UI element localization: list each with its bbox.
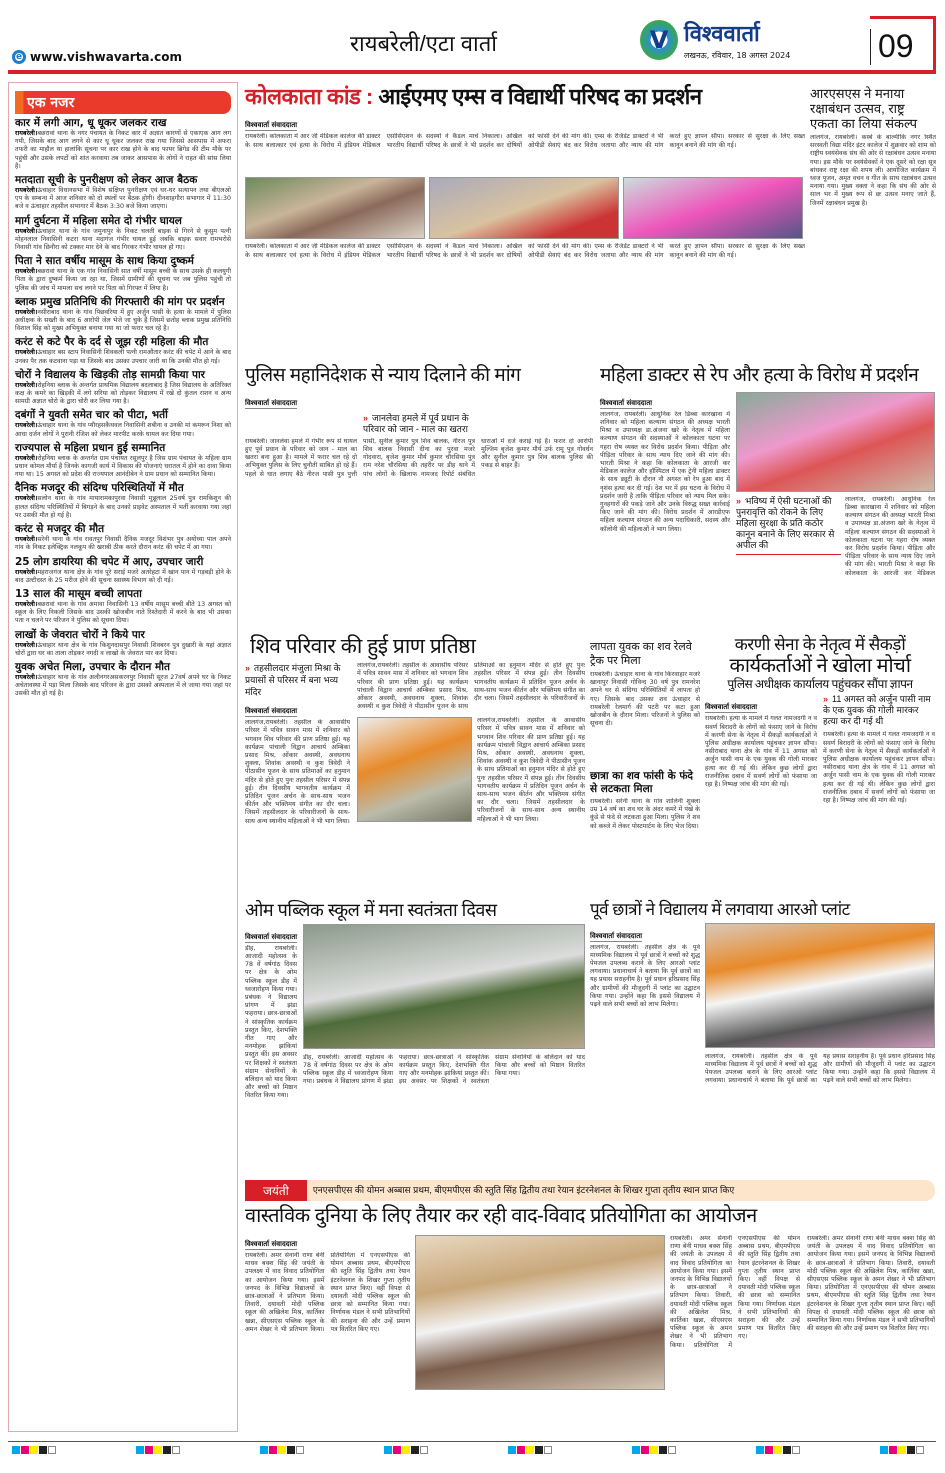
brief-headline: लाखों के जेवरात चोरों ने किये पार	[15, 628, 145, 641]
jayanti-banner	[245, 1180, 935, 1201]
brief-place: रायबरेली।	[15, 349, 38, 357]
karni-story	[705, 635, 935, 865]
brief-place: रायबरेली।	[15, 600, 38, 608]
color-swatch	[889, 1446, 897, 1454]
color-swatch	[39, 1446, 47, 1454]
debate-headline: वास्तविक दुनिया के लिए तैयार कर रही वाद-विवाद प्रतियोगिता का आयोजन	[245, 1205, 757, 1227]
header-rule	[8, 70, 936, 74]
byline: विश्ववार्ता संवाददाता	[600, 398, 653, 407]
website-url: www.vishwavarta.com	[30, 50, 182, 64]
jayanti-label: जयंती	[245, 1180, 307, 1201]
color-swatch	[774, 1446, 782, 1454]
ro-plant-headline: पूर्व छात्रों ने विद्यालय में लगवाया आरओ प्लांट	[590, 900, 850, 919]
lapta-body: रायबरेली। ऊंचाहार थाना के गांव किरवाहार मजरे खानापुर निवासी गोविन्द 30 वर्ष पुत्र रामनरेश अपने घर से संदिग्ध परिस्थितियों में लापता हो गए। जिसके बाद उसका शव ऊंचाहार से रायबरेली रेलमार्ग की पटरी पर कटा हुआ खोजबीन के दौरान मिला। परिजनों ने पुलिस को सूचना दी।	[590, 671, 700, 728]
rss-story	[810, 86, 936, 354]
om-school-photo	[303, 924, 585, 1049]
color-swatch	[21, 1446, 29, 1454]
byline: विश्ववार्ता संवाददाता	[245, 1240, 298, 1248]
chhatra-body: रायबरेली। सरेनी थाना के गांव शालिनी शुक्ला उम्र 14 वर्ष का शव घर के अंदर कमरे में पंखे के कुंडे से फंदे से लटकता हुआ मिला। पुलिस ने शव को कब्जे में लेकर पोस्टमार्टम के लिए भेज दिया।	[590, 798, 700, 830]
dateline: लखनऊ, रविवार, 18 अगस्त 2024	[684, 51, 791, 60]
brief-text: नसीराबाद थाना के गांव पिछवरिया में हुए अर्जुन पासी के हत्या के मामले में पुलिस अधीक्षक के सख्ती के बाद 6 आरोपी जेल भेजे जा चुके हैं जिसमें छतोह ब्लाक प्रमुख प्रतिनिधि विशाल सिंह को मुख्य अभियुक्त बनाया गया था जो फरार चल रहे है।	[15, 308, 231, 333]
registration-mark	[260, 1446, 304, 1454]
police-story	[245, 365, 593, 588]
color-swatch	[136, 1446, 144, 1454]
lead-photo-march	[623, 177, 803, 239]
doctor-headline: महिला डाक्टर से रेप और हत्या के विरोध में प्रदर्शन	[600, 365, 919, 386]
karni-headline-1: करणी सेना के नेतृत्व में सैकड़ों	[734, 635, 906, 654]
byline: विश्ववार्ता संवाददाता	[590, 931, 643, 940]
brief-text: ऊंचाहार थाना के गांव अलीनगरअसकरनपुर निवासी सूरज 27वर्ष अपने घर के निकट अचेतावस्था में पड़ा मिला जिसके बाद परिजन के द्वारा उसको अस्पताल में ले जाया गया जहां पर उसकी मौत हो गई है।	[15, 673, 231, 698]
color-swatch	[154, 1446, 162, 1454]
lead-headline-red: कोलकाता कांड :	[245, 84, 373, 109]
color-swatch	[145, 1446, 153, 1454]
quote-mark-icon: »	[823, 694, 829, 705]
brief-place: रायबरेली।	[15, 673, 38, 681]
brief-place: रायबरेली।	[15, 308, 38, 316]
ro-plant-story	[590, 900, 935, 1163]
color-swatch	[898, 1446, 906, 1454]
registration-mark	[756, 1446, 800, 1454]
karni-body: रायबरेली। हत्या के मामले में गलत नामजदगी न व सवर्ण बिरादरी के लोगों को फंसाए जाने के विरोध में करणी सेना के नेतृत्व में सैकड़ों कार्यकर्ताओं ने पुलिस अधीक्षक कार्यालय पहुंचकर ज्ञापन सौंपा। नसीराबाद थाना क्षेत्र के गांव में 11 अगस्त को अर्जुन पासी नाम के एक युवक की गोली मारकर हत्या कर दी गई थी। लेकिन कुछ लोगों द्वारा राजनीतिक दबाव में सवर्ण लोगों को फंसाया जा रहा है। निष्पक्ष जांच की मांग की गई।	[705, 715, 817, 788]
color-swatch	[278, 1446, 286, 1454]
jayanti-subheadline: एनएसपीएस की योमन अब्बास प्रथम, बीएमपीएस की स्तुति सिंह द्वितीय तथा रेयान इंटरनेशनल के शिखर गुप्ता तृतीय स्थान प्राप्त किए	[312, 1185, 735, 1195]
debate-body: रायबरेली। अमर सेनानी राणा बेनी माधव बक्श सिंह की जयंती के उपलक्ष्य में वाद विवाद प्रतियोगिता का आयोजन किया गया। इसमें जनपद के विभिन्न विद्यालयों के छात्र-छात्राओं ने प्रतिभाग किया। तिवारी, दयावती मोदी पब्लिक स्कूल की अखिलेश मिश्र, कार्तिका खन्ना, सीएसएस पब्लिक स्कूल के अमन शेखर ने भी प्रतिभाग किया। प्रतियोगिता में एनएसपीएस की योमन अब्बास प्रथम, बीएमपीएस की स्तुति सिंह द्वितीय तथा रेयान इंटरनेशनल के शिखर गुप्ता तृतीय स्थान प्राप्त किए। वहीं विपक्ष से दयावती मोदी पब्लिक स्कूल की छात्रा को सम्मानित किया गया। निर्णायक मंडल ने सभी प्रतिभागियों की सराहना की और उन्हें प्रमाण पत्र वितरित किए गए।	[245, 1252, 410, 1333]
om-body-continued: डीह, रायबरेली। आजादी महोत्सव के 78 वें वर्षगांठ दिवस पर क्षेत्र के ओम पब्लिक स्कूल डीह में ध्वजारोहण किया गया। प्रबंधक ने विद्यालय प्रांगण में झंडा फहराया। छात्र-छात्राओं ने सांस्कृतिक कार्यक्रम प्रस्तुत किए, देशभक्ति गीत गाए और मनमोहक झांकियां प्रस्तुत कीं। इस अवसर पर शिक्षकों ने स्वतंत्रता संग्राम सेनानियों के बलिदान को याद किया और बच्चों को मिष्ठान वितरित किया गया।	[303, 1053, 585, 1086]
police-body: रायबरेली। जानलेवा हमले में गंभीर रूप से घायल हुए पूर्व प्रधान के परिवार को जान - माल का खतरा बना हुआ है। मामले में फरार चल रहे दो अभियुक्त पुलिस के लिए चुनौती साबित हो रहे हैं। पहले से घात लगाए बैठे नीरज पासी पुत्र पुत्ती पासी, सुनील कुमार पुत्र शिव बालक, नीरज पुत्र शिव बालक निवासी दीना का पुरवा मजरे गोदवारा, बृजेश कुमार मौर्य कुमार चौरसिया पुत्र राम नरेश चौरसिया की तहरीर पर डीह थाने में पांच लोगों के खिलाफ नामजद रिपोर्ट संबंधित धाराओं में दर्ज कराई गई है। फरार दो आरोपी मुल्जिम बृजेश कुमार मौर्य उर्फ रामू पुत्र गोवर्धन और सुनील कुमार पुत्र शिव बालक पुलिस की पकड़ से बाहर हैं।	[245, 437, 593, 478]
byline: विश्ववार्ता संवाददाता	[245, 707, 298, 716]
brief-headline: ब्लाक प्रमुख प्रतिनिधि की गिरफ्तारी की मांग पर प्रदर्शन	[15, 295, 225, 308]
doctor-protest-photo	[736, 392, 935, 492]
brief-body	[15, 382, 231, 407]
color-swatch	[411, 1446, 419, 1454]
debate-story	[245, 1231, 935, 1406]
color-swatch	[526, 1446, 534, 1454]
brief-text: बछरावां थाना के एक गांव निवासिनी सात वर्षी मासूम बच्ची के साथ उसके ही कलयुगी पिता के द्वारा दुष्कर्म किया जा रहा था, जिसमें ग्रामीणों की सूचना पर जब पुलिस पहुंची तो पुलिस की जांच में मामला सच लगने पर पिता को गिरफ्त में लिया है।	[15, 268, 231, 292]
shiv-body-more: लालगंज,रायबरेली। तहसील के आवासीय परिसर में पवित्र सावन मास में शनिवार को भगवान शिव परिवार की प्राण प्रतिष्ठा हुई। यह कार्यक्रम पांचाली विद्वान आचार्य अम्बिका प्रसाद मिश्र, ओंकार अवस्थी, अवधनाथ शुक्ला, शिवांक अवस्थी व कुश त्रिवेदी ने पीठासीन पूजन के साथ प्रतिमाओं का हनुमान मंदिर से होते हुए पुनः तहसील परिसर में संपन्न हुई। तीन दिवसीय भागवतीय कार्यक्रम में प्रतिदिन पूजन अर्चन के साथ-साथ भजन कीर्तन और भक्तिमय संगीत का दौर चला। जिसमें तहसीलदार के परिवारीजनों के साथ-साथ अन्य स्थानीय महिलाओं ने भी भाग लिया।	[477, 717, 585, 823]
brief-text: बछरावां थाना के नगर पंचायत के निकट कार में अज्ञात कारणों से एकाएक आग लग गयी, जिसके बाद आग लगने से कार धू धूकर जलकर राख गया जिससे आसपास में अफरा तफरी का माहौल था हालांकि सूचना पर कार राख होने के बाद फायर ब्रिगेड की टीम मौके पर पहुंची और उसके लपटों को शांत करवाया तब जाकर आसपास के लोगों ने राहत की सांस लिया है।	[15, 130, 231, 170]
brief-body	[15, 536, 231, 552]
lead-body: रायबरेली। कोलकाता में आर जी मेडिकल कालेज की डाक्टर के साथ बलात्कार एवं हत्या के विरोध में इंडियन मेडिकल एसोसिएशन के सदस्यों ने कैंडल मार्च निकाला। अखिल भारतीय विद्यार्थी परिषद के छात्रों ने भी प्रदर्शन कर दोषियों को फांसी देने की मांग की। एम्स के रेजिडेंट डाक्टरों ने भी ओपीडी सेवाएं बंद कर विरोध जताया और न्याय की मांग करते हुए ज्ञापन सौंपा। सरकार से सुरक्षा के लिए सख्त कानून बनाने की मांग की गई।	[245, 133, 805, 149]
shiv-story	[245, 635, 585, 877]
brief-text: बछरावां थाना के गांव अमावा निवासिनी 13 वर्षीय मासूम बच्ची बीते 13 अगस्त को स्कूल के लिए निकली जिसके बाद उसकी खोजबीन नाते रिश्तेदारी में करने के बाद भी उसका पता न चलने पर परिजन ने पुलिस को सूचना दिया।	[15, 600, 231, 625]
rss-headline: आरएसएस ने मनाया रक्षाबंधन उत्सव, राष्ट्र एकता का लिया संकल्प	[810, 86, 917, 131]
lead-story	[245, 84, 805, 325]
lead-photo-students	[429, 177, 619, 239]
brief-text: ऊंचाहार थाना के गांव प्यौरहसकैथवल निवासिनी शबीना व उनकी मां कमरून निशा को आधा दर्जन लोगों ने पुरानी रंजिश को लेकर मारपीट करके घायल कर दिया गया।	[15, 422, 231, 438]
color-swatch	[517, 1446, 525, 1454]
brief-text: ऊंचाहार थाना क्षेत्र के गांव किशुनदासपुर निवासी शिवबरन पुत्र दुखारी के यहां अज्ञात चोरों द्वारा घर का ताला तोड़कर नगदी व लाखो के जेवरात पार कर दिया।	[15, 641, 231, 657]
brief-headline: मार्ग दुर्घटना में महिला समेत दो गंभीर घायल	[15, 214, 182, 227]
color-swatch	[535, 1446, 543, 1454]
color-swatch	[659, 1446, 667, 1454]
brief-body	[15, 187, 231, 212]
color-swatch	[163, 1446, 171, 1454]
brief-place: रायबरेली।	[15, 268, 38, 276]
brief-place: रायबरेली।	[15, 422, 38, 430]
doctor-story	[600, 365, 935, 580]
lead-headline-black: आईएमए एम्स व विद्यार्थी परिषद का प्रदर्शन	[378, 84, 702, 109]
color-swatch	[508, 1446, 516, 1454]
om-school-story	[245, 900, 585, 1164]
brief-place: रायबरेली।	[15, 568, 38, 576]
brief-text: महराजगंज थाना क्षेत्र के गांव पूरे सराई मजरे अतरेहटा में खान पान में गड़बड़ी होने के बाद उल्टीदस्त के 25 मरीज होने की सूचना स्वास्थ्य विभाग को दी गई।	[15, 568, 231, 584]
website-link[interactable]	[12, 50, 182, 64]
color-swatch	[632, 1446, 640, 1454]
brief-place: रायबरेली।	[15, 227, 38, 235]
brief-text: ऊंचाहार थाना के गांव जमुनापुर के निकट चलती बाइक से गिरने से कुसुम पत्नी मोहनलाल निवासिनी कटरा थाना मदागंज गंभीर घायल हुई जबकि बाइक सवार रामभरोसे निवासी गांव छिनौरा को टक्कर मार देने के बाद गिरकर गंभीर घायल हो गए।	[15, 227, 231, 252]
debate-body-continued: रायबरेली। अमर सेनानी राणा बेनी माधव बक्श सिंह की जयंती के उपलक्ष्य में वाद विवाद प्रतियोगिता का आयोजन किया गया। इसमें जनपद के विभिन्न विद्यालयों के छात्र-छात्राओं ने प्रतिभाग किया। तिवारी, दयावती मोदी पब्लिक स्कूल की अखिलेश मिश्र, कार्तिका खन्ना, सीएसएस पब्लिक स्कूल के अमन शेखर ने भी प्रतिभाग किया। प्रतियोगिता में एनएसपीएस की योमन अब्बास प्रथम, बीएमपीएस की स्तुति सिंह द्वितीय तथा रेयान इंटरनेशनल के शिखर गुप्ता तृतीय स्थान प्राप्त किए। वहीं विपक्ष से दयावती मोदी पब्लिक स्कूल की छात्रा को सम्मानित किया गया। निर्णायक मंडल ने सभी प्रतिभागियों की सराहना की और उन्हें प्रमाण पत्र वितरित किए गए।	[670, 1235, 800, 1349]
shiv-pull-quote: » तहसीलदार मंजुला मिश्रा के प्रयासों से परिसर में बना भव्य मंदिर	[245, 663, 341, 698]
lead-headline	[245, 84, 805, 109]
color-swatch	[907, 1446, 915, 1454]
shiv-body: लालगंज,रायबरेली। तहसील के आवासीय परिसर में पवित्र सावन मास में शनिवार को भगवान शिव परिवार की प्राण प्रतिष्ठा हुई। यह कार्यक्रम पांचाली विद्वान आचार्य अम्बिका प्रसाद मिश्र, ओंकार अवस्थी, अवधनाथ शुक्ला, शिवांक अवस्थी व कुश त्रिवेदी ने पीठासीन पूजन के साथ प्रतिमाओं का हनुमान मंदिर से होते हुए पुनः तहसील परिसर में संपन्न हुई। तीन दिवसीय भागवतीय कार्यक्रम में प्रतिदिन पूजन अर्चन के साथ-साथ भजन कीर्तन और भक्तिमय संगीत का दौर चला। जिसमें तहसीलदार के परिवारीजनों के साथ-साथ अन्य स्थानीय महिलाओं ने भी भाग लिया।	[245, 719, 350, 825]
brief-body	[15, 601, 231, 626]
police-headline: पुलिस महानिदेशक से न्याय दिलाने की मांग	[245, 365, 521, 386]
brief-headline: 13 साल की मासूम बच्ची लापता	[15, 587, 142, 600]
color-swatch	[12, 1446, 20, 1454]
grid-mark-icon	[296, 1446, 304, 1454]
brief-text: सरेनी थाना के गांव रावतपुर निवासी दैनिक मजदूर विशंभर पुत्र अयोध्या पाल अपने गांव के निकट इलेक्ट्रिक नलकूप की खराबी ठीक करते दौरान करंट की चपेट में आ गया।	[15, 536, 231, 552]
brief-headline: पिता ने सात वर्षीय मासूम के साथ किया दुष्कर्म	[15, 255, 194, 268]
color-swatch	[641, 1446, 649, 1454]
registration-mark	[12, 1446, 56, 1454]
brief-place: रायबरेली।	[15, 454, 38, 462]
quote-mark-icon: »	[245, 663, 251, 674]
brief-place: रायबरेली।	[15, 187, 38, 195]
ro-plant-photo	[705, 923, 935, 1048]
brief-headline: मतदाता सूची के पुनरीक्षण को लेकर आज बैठक	[15, 174, 198, 187]
brand-name: विश्ववार्ता	[684, 22, 760, 47]
shiv-body-continued: लालगंज,रायबरेली। तहसील के आवासीय परिसर में पवित्र सावन मास में शनिवार को भगवान शिव परिवार की प्राण प्रतिष्ठा हुई। यह कार्यक्रम पांचाली विद्वान आचार्य अम्बिका प्रसाद मिश्र, ओंकार अवस्थी, अवधनाथ शुक्ला, शिवांक अवस्थी व कुश त्रिवेदी ने पीठासीन पूजन के साथ प्रतिमाओं का हनुमान मंदिर से होते हुए पुनः तहसील परिसर में संपन्न हुई। तीन दिवसीय भागवतीय कार्यक्रम में प्रतिदिन पूजन अर्चन के साथ-साथ भजन कीर्तन और भक्तिमय संगीत का दौर चला। जिसमें तहसीलदार के परिवारीजनों के	[357, 662, 585, 711]
brief-headline: करंट से मजदूर की मौत	[15, 523, 105, 536]
masthead-logo	[640, 18, 860, 61]
brief-headline: दैनिक मजदूर की संदिग्ध परिस्थितियों में मौत	[15, 482, 184, 495]
debate-group-photo	[415, 1235, 665, 1390]
grid-mark-icon	[172, 1446, 180, 1454]
color-swatch	[260, 1446, 268, 1454]
registration-mark	[632, 1446, 676, 1454]
brief-body	[15, 228, 231, 253]
brief-body	[15, 642, 231, 658]
ek-najar-label: एक नजर	[15, 91, 231, 114]
color-swatch	[880, 1446, 888, 1454]
brief-text: रोहनिया ब्लाक के अन्तर्गत प्राथमिक विद्यालय बदलाबाद है जिस विद्यालय के अतिरिक्त कक्ष के कमरे का खिड़की में लगे सरिया को तोड़कर विद्यालय में रखे दो कुंतल राशन व अन्य सामग्री अज्ञात चोरो के द्वारा चोरी कर लिया गया है।	[15, 381, 231, 406]
color-swatch	[402, 1446, 410, 1454]
brief-place: रायबरेली।	[15, 536, 38, 544]
color-swatch	[269, 1446, 277, 1454]
police-pull-quote: » जानलेवा हमले में पूर्व प्रधान के परिवार को जान - माल का खतरा	[363, 412, 469, 434]
brief-headline: दबंगों ने युवती समेत चार को पीटा, भर्ती	[15, 409, 168, 422]
color-swatch	[384, 1446, 392, 1454]
byline: विश्ववार्ता संवाददाता	[245, 398, 298, 407]
rss-body: लालगंज, रायबरेली। कस्बे के बाल्मीकि नगर स्थित सरस्वती विद्या मंदिर इंटर कालेज में शुक्रवार को शाम को राष्ट्रीय स्वयंसेवक संघ की ओर से रक्षाबंधन उत्सव मनाया गया। इस मौके पर स्वयंसेवकों ने एक दूसरे को रक्षा सूत्र बांधकर राष्ट्र रक्षा की शपथ ली। आयोजित कार्यक्रम में ध्वज पूजन, अमृत वचन व गीत के साथ रक्षाबंधन उत्सव मनाया गया। मुख्य वक्ता ने कहा कि संघ की ओर से साल भर में मुख्य रूप से छः उत्सव मनाए जाते हैं, जिनमें रक्षाबंधन प्रमुख है।	[810, 134, 936, 207]
grid-mark-icon	[668, 1446, 676, 1454]
brief-headline: युवक अचेत मिला, उपचार के दौरान मौत	[15, 660, 171, 673]
brief-place: रायबरेली।	[15, 381, 38, 389]
om-school-headline: ओम पब्लिक स्कूल में मना स्वतंत्रता दिवस	[245, 900, 497, 920]
grid-mark-icon	[792, 1446, 800, 1454]
grid-mark-icon	[48, 1446, 56, 1454]
color-swatch	[30, 1446, 38, 1454]
byline: विश्ववार्ता संवाददाता	[245, 932, 298, 941]
brief-body	[15, 268, 231, 293]
doctor-body: लालगंज, रायबरेली। आधुनिक रेल डिब्बा कारखाना में शनिवार को महिला कल्याण संगठन की अध्यक्ष भारती मिश्रा व उपाध्यक्ष डा.अंजना खरे के नेतृत्व में महिला कल्याण संगठन की सदस्याओं ने कोलकाता घटना पर गहरा रोष व्यक्त कर विरोध प्रदर्शन किया। पीड़िता और पीड़िता परिवार के साथ न्याय दिए जाने की मांग की। भारती मिश्रा ने कहा कि कोलकाता के आरजी कर मेडिकल कालेज और हॉस्पिटल में एक ट्रेनी महिला डाक्टर के साथ ड्यूटी के दौरान नौ अगस्त को रेप हुआ बाद में नृशंस हत्या कर दी गई। देश भर में इस घटना के विरोध में प्रदर्शन जारी है ताकि पीड़िता परिवार को न्याय मिल सके। गुनहगारों की पकड़े जाने और उनके विरुद्ध सख्त कार्रवाई किए जाने की मांग की। विरोध प्रदर्शन में आरडीएफ महिला कल्याण संगठन की अन्य पदाधिकारी, सदस्य और कॉलोनी की महिलाओं ने भाग लिया।	[600, 410, 730, 533]
brief-body	[15, 349, 231, 365]
brief-text: ऊंचाहार विधानसभा में विशेष संक्षिप्त पुनरीक्षण एवं घर-घर सत्यापन तथा बीएलओ एप के सम्बन्ध में आज शनिवार को दो स्थलों पर बैठक होगी। दीनशाहगौरा सभागार में 11:30 बजे व ऊंचाहार तहसील सभागार में बैठक 3:30 बजे किया जाएगा।	[15, 187, 231, 211]
lapta-headline: लापता युवक का शव रेलवे ट्रैक पर मिला	[590, 641, 692, 667]
ro-body: लालगंज, रायबरेली। तहसील क्षेत्र के पूर्व माध्यमिक विद्यालय में पूर्व छात्रों ने बच्चों को शुद्ध पेयजल उपलब्ध कराने के लिए आरओ प्लांट लगवाया। प्रधानाचार्य ने बताया कि पूर्व छात्रों का यह प्रयास सराहनीय है। पूर्व प्रधान हरिप्रसाद सिंह और ग्रामीणों की मौजूदगी में प्लांट का उद्घाटन किया गया। उन्होंने कहा कि इससे विद्यालय में पढ़ने वाले सभी बच्चों को लाभ मिलेगा।	[590, 943, 700, 1008]
brief-body	[15, 309, 231, 334]
brief-headline: करंट से कटे पैर के दर्द से जूझ रही महिला की मौत	[15, 336, 209, 349]
color-swatch	[783, 1446, 791, 1454]
brief-headline: कार में लगी आग, धू धूकर जलकर राख	[15, 117, 167, 129]
lapta-story	[590, 640, 700, 868]
grid-mark-icon	[544, 1446, 552, 1454]
karni-headline-2: कार्यकर्ताओं ने खोला मोर्चा	[729, 654, 911, 677]
shiv-headline: शिव परिवार की हुई प्राण प्रतिष्ठा	[250, 635, 476, 658]
brief-body	[15, 674, 231, 699]
om-body: डीह, रायबरेली। आजादी महोत्सव के 78 वें वर्षगांठ दिवस पर क्षेत्र के ओम पब्लिक स्कूल डीह में ध्वजारोहण किया गया। प्रबंधक ने विद्यालय प्रांगण में झंडा फहराया। छात्र-छात्राओं ने सांस्कृतिक कार्यक्रम प्रस्तुत किए, देशभक्ति गीत गाए और मनमोहक झांकियां प्रस्तुत कीं। इस अवसर पर शिक्षकों ने स्वतंत्रता संग्राम सेनानियों के बलिदान को याद किया और बच्चों को मिष्ठान वितरित किया गया।	[245, 944, 297, 1100]
registration-mark	[136, 1446, 180, 1454]
brief-body	[15, 495, 231, 520]
brief-text: रोहनिया ब्लाक के अन्तर्गत ग्राम पंचायत रसूलपुर है जिस ग्राम पंचायत के महिला ग्राम प्रधान कोमल मौर्या है जिनके कागजी कार्य में विकास की योजनाएं धरातल में होने का दावा किया गया था। 15 अगस्त को प्रदेश की राज्यपाल आनंदीबेन ने ग्राम प्रधान को सम्मानित किया।	[15, 454, 231, 479]
browser-icon: e	[12, 50, 26, 64]
registration-mark	[384, 1446, 428, 1454]
karni-subheadline: पुलिस अधीक्षक कार्यालय पहुंचकर सौंपा ज्ञापन	[727, 676, 913, 691]
brief-body	[15, 455, 231, 480]
section-title: रायबरेली/एटा वार्ता	[350, 31, 497, 56]
chhatra-headline: छात्रा का शव फांसी के फंदे से लटकता मिला	[590, 770, 694, 795]
brief-headline: चोरों ने विद्यालय के खिड़की तोड़ सामग्री किया पार	[15, 368, 205, 381]
brief-text: सलोन थाना के गांव मायारामकापुरवा निवासी मुन्नूलाल 25वर्ष पुत्र रामकिशुन की हालत संदिग्ध परिस्थितियों में बिगड़ने के बाद उनको प्राइवेट अस्पताल में भर्ती करवाया गया जहां पर उसकी मौत हो गई है।	[15, 495, 231, 519]
registration-mark	[880, 1446, 924, 1454]
brief-place: रायबरेली।	[15, 130, 38, 137]
brief-headline: राज्यपाल से महिला प्रधान हुई सम्मानित	[15, 441, 166, 454]
grid-mark-icon	[916, 1446, 924, 1454]
doctor-body-continued: लालगंज, रायबरेली। आधुनिक रेल डिब्बा कारखाना में शनिवार को महिला कल्याण संगठन की अध्यक्ष भारती मिश्रा व उपाध्यक्ष डा.अंजना खरे के नेतृत्व में महिला कल्याण संगठन की सदस्याओं ने कोलकाता घटना पर गहरा रोष व्यक्त कर विरोध प्रदर्शन किया। पीड़िता और पीड़िता परिवार के साथ न्याय दिए जाने की मांग की। भारती मिश्रा ने कहा कि कोलकाता के आरजी कर मेडिकल	[845, 495, 935, 576]
brief-headline: 25 लोग डायरिया की चपेट में आए, उपचार जारी	[15, 555, 204, 568]
lead-body-continued: रायबरेली। कोलकाता में आर जी मेडिकल कालेज की डाक्टर के साथ बलात्कार एवं हत्या के विरोध में इंडियन मेडिकल एसोसिएशन के सदस्यों ने कैंडल मार्च निकाला। अखिल भारतीय विद्यार्थी परिषद के छात्रों ने भी प्रदर्शन कर दोषियों को फांसी देने की मांग की। एम्स के रेजिडेंट डाक्टरों ने भी ओपीडी सेवाएं बंद कर विरोध जताया और न्याय की मांग करते हुए ज्ञापन सौंपा। सरकार से सुरक्षा के लिए सख्त कानून बनाने की मांग की गई।	[245, 243, 805, 259]
footer-rule	[8, 1441, 936, 1442]
brief-body	[15, 130, 231, 171]
grid-mark-icon	[420, 1446, 428, 1454]
doctor-pull-quote: » भविष्य में ऐसी घटनाओं की पुनरावृत्ति को रोकने के लिए महिला सुरक्षा के प्रति कठोर कानून बनाने के लिए सरकार से अपील की	[736, 496, 841, 555]
color-swatch	[756, 1446, 764, 1454]
brief-place: रायबरेली।	[15, 495, 38, 503]
brief-text: ऊंचाहार बस स्टाप निवासिनी शिवकली पत्नी रामऔतार करंट की चपेट में आने के बाद उनका पैर तक कटवाना पड़ा था जिसके बाद उसका उपचार जारी था कि उनकी मौत हो गई।	[15, 349, 231, 365]
color-swatch	[393, 1446, 401, 1454]
brief-body	[15, 422, 231, 438]
lead-photo-doctors	[245, 177, 425, 239]
ek-najar-column	[8, 82, 238, 1432]
registration-mark	[508, 1446, 552, 1454]
color-swatch	[650, 1446, 658, 1454]
color-swatch	[765, 1446, 773, 1454]
quote-mark-icon: »	[736, 495, 742, 506]
ro-body-continued: लालगंज, रायबरेली। तहसील क्षेत्र के पूर्व माध्यमिक विद्यालय में पूर्व छात्रों ने बच्चों को शुद्ध पेयजल उपलब्ध कराने के लिए आरओ प्लांट लगवाया। प्रधानाचार्य ने बताया कि पूर्व छात्रों का यह प्रयास सराहनीय है। पूर्व प्रधान हरिप्रसाद सिंह और ग्रामीणों की मौजूदगी में प्लांट का उद्घाटन किया गया। उन्होंने कहा कि इससे विद्यालय में पढ़ने वाले सभी बच्चों को लाभ मिलेगा।	[705, 1052, 935, 1085]
color-swatch	[287, 1446, 295, 1454]
byline: विश्ववार्ता संवाददाता	[245, 121, 298, 130]
brief-place: रायबरेली।	[15, 641, 38, 649]
debate-body-more: रायबरेली। अमर सेनानी राणा बेनी माधव बक्श सिंह की जयंती के उपलक्ष्य में वाद विवाद प्रतियोगिता का आयोजन किया गया। इसमें जनपद के विभिन्न विद्यालयों के छात्र-छात्राओं ने प्रतिभाग किया। तिवारी, दयावती मोदी पब्लिक स्कूल की अखिलेश मिश्र, कार्तिका खन्ना, सीएसएस पब्लिक स्कूल के अमन शेखर ने भी प्रतिभाग किया। प्रतियोगिता में एनएसपीएस की योमन अब्बास प्रथम, बीएमपीएस की स्तुति सिंह द्वितीय तथा रेयान इंटरनेशनल के शिखर गुप्ता तृतीय स्थान प्राप्त किए। वहीं विपक्ष से दयावती मोदी पब्लिक स्कूल की छात्रा को सम्मानित किया गया। निर्णायक मंडल ने सभी प्रतिभागियों की सराहना की और उन्हें प्रमाण पत्र वितरित किए गए।	[807, 1235, 935, 1333]
karni-body-continued: रायबरेली। हत्या के मामले में गलत नामजदगी न व सवर्ण बिरादरी के लोगों को फंसाए जाने के विरोध में करणी सेना के नेतृत्व में सैकड़ों कार्यकर्ताओं ने पुलिस अधीक्षक कार्यालय पहुंचकर ज्ञापन सौंपा। नसीराबाद थाना क्षेत्र के गांव में 11 अगस्त को अर्जुन पासी नाम के एक युवक की गोली मारकर हत्या कर दी गई थी। लेकिन कुछ लोगों द्वारा राजनीतिक दबाव में सवर्ण लोगों को फंसाया जा रहा है। निष्पक्ष जांच की मांग की गई।	[823, 731, 935, 804]
karni-pull-quote: » 11 अगस्त को अर्जुन पासी नाम के एक युवक की गोली मारकर हत्या कर दी गई थी	[823, 694, 931, 727]
byline: विश्ववार्ता संवाददाता	[705, 703, 758, 712]
brief-body	[15, 569, 231, 585]
page-number: 09	[870, 16, 936, 74]
debate-section	[245, 1180, 935, 1406]
quote-mark-icon: »	[363, 412, 369, 423]
shiv-temple-photo	[357, 717, 472, 822]
logo-icon: V	[640, 20, 678, 60]
